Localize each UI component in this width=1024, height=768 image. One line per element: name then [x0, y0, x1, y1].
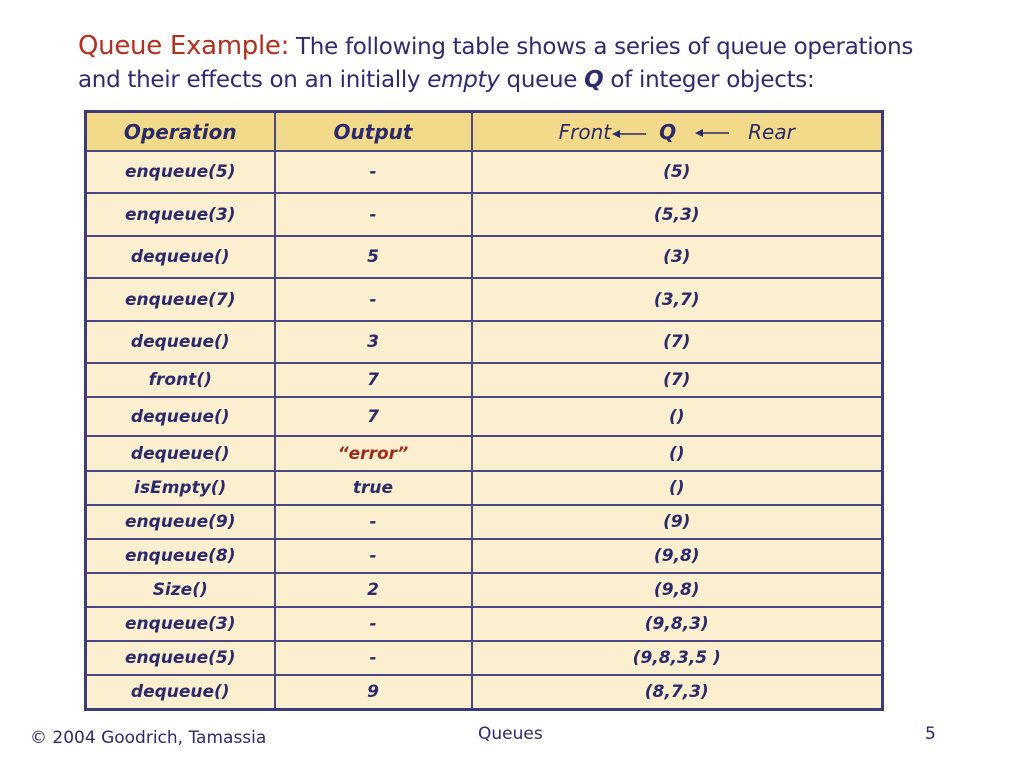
table-row	[86, 471, 883, 505]
cell-output: 3	[275, 321, 472, 363]
cell-queue: (7)	[472, 363, 883, 397]
table-row	[86, 278, 883, 321]
cell-output: -	[275, 641, 472, 675]
cell-output: 2	[275, 573, 472, 607]
title-lead: Queue Example:	[78, 31, 290, 61]
cell-queue: (9,8)	[472, 539, 883, 573]
cell-operation: front()	[86, 363, 275, 397]
title-line-1	[78, 30, 978, 64]
title-text-3: queue	[499, 67, 585, 93]
queue-operations-table	[84, 110, 884, 711]
table-header-row	[86, 112, 883, 152]
cell-operation: dequeue()	[86, 675, 275, 709]
cell-queue: (3)	[472, 236, 883, 278]
table-row	[86, 397, 883, 436]
table-row	[86, 675, 883, 709]
cell-queue: (5)	[472, 151, 883, 193]
cell-operation: dequeue()	[86, 397, 275, 436]
cell-queue: ()	[472, 397, 883, 436]
header-operation: Operation	[86, 112, 275, 152]
table-row	[86, 607, 883, 641]
table-row	[86, 539, 883, 573]
cell-queue: (9)	[472, 505, 883, 539]
cell-operation: dequeue()	[86, 321, 275, 363]
table-row	[86, 436, 883, 471]
cell-output: true	[275, 471, 472, 505]
header-output: Output	[275, 112, 472, 152]
table-row	[86, 151, 883, 193]
title-text-1: The following table shows a series of queue operations	[289, 34, 914, 60]
header-rear: Rear	[748, 119, 795, 144]
title-qvar: Q	[584, 67, 604, 93]
cell-operation: dequeue()	[86, 236, 275, 278]
cell-queue: (8,7,3)	[472, 675, 883, 709]
footer-copyright: © 2004 Goodrich, Tamassia	[30, 728, 267, 748]
table-row	[86, 321, 883, 363]
title-line-2	[78, 64, 978, 97]
header-q: Q	[659, 119, 677, 144]
table-row	[86, 363, 883, 397]
cell-operation: Size()	[86, 573, 275, 607]
table-row	[86, 193, 883, 236]
title-text-2: and their effects on an initially	[78, 67, 428, 93]
cell-output: -	[275, 278, 472, 321]
cell-operation: isEmpty()	[86, 471, 275, 505]
page-number: 5	[925, 724, 936, 744]
title-empty: empty	[427, 67, 500, 93]
cell-queue: ()	[472, 436, 883, 471]
cell-queue: (9,8,3,5 )	[472, 641, 883, 675]
left-arrow-icon	[611, 125, 647, 139]
left-arrow-icon	[694, 125, 730, 139]
cell-operation: enqueue(5)	[86, 151, 275, 193]
cell-output: 5	[275, 236, 472, 278]
cell-queue: ()	[472, 471, 883, 505]
table-row	[86, 641, 883, 675]
cell-output: -	[275, 193, 472, 236]
cell-operation: dequeue()	[86, 436, 275, 471]
cell-output: 9	[275, 675, 472, 709]
cell-output: 7	[275, 363, 472, 397]
cell-operation: enqueue(8)	[86, 539, 275, 573]
cell-operation: enqueue(7)	[86, 278, 275, 321]
cell-queue: (9,8)	[472, 573, 883, 607]
cell-queue: (3,7)	[472, 278, 883, 321]
cell-operation: enqueue(3)	[86, 193, 275, 236]
header-front: Front	[558, 119, 612, 144]
table-row	[86, 573, 883, 607]
cell-operation: enqueue(3)	[86, 607, 275, 641]
cell-queue: (7)	[472, 321, 883, 363]
cell-queue: (9,8,3)	[472, 607, 883, 641]
cell-output: -	[275, 151, 472, 193]
cell-operation: enqueue(9)	[86, 505, 275, 539]
cell-output: “error”	[275, 436, 472, 471]
cell-output: -	[275, 607, 472, 641]
table-row	[86, 505, 883, 539]
cell-operation: enqueue(5)	[86, 641, 275, 675]
header-queue	[472, 112, 883, 152]
cell-queue: (5,3)	[472, 193, 883, 236]
slide-title	[78, 30, 978, 97]
cell-output: -	[275, 505, 472, 539]
footer-topic: Queues	[478, 724, 543, 744]
cell-output: 7	[275, 397, 472, 436]
cell-output: -	[275, 539, 472, 573]
title-text-4: of integer objects:	[603, 67, 815, 93]
table-row	[86, 236, 883, 278]
